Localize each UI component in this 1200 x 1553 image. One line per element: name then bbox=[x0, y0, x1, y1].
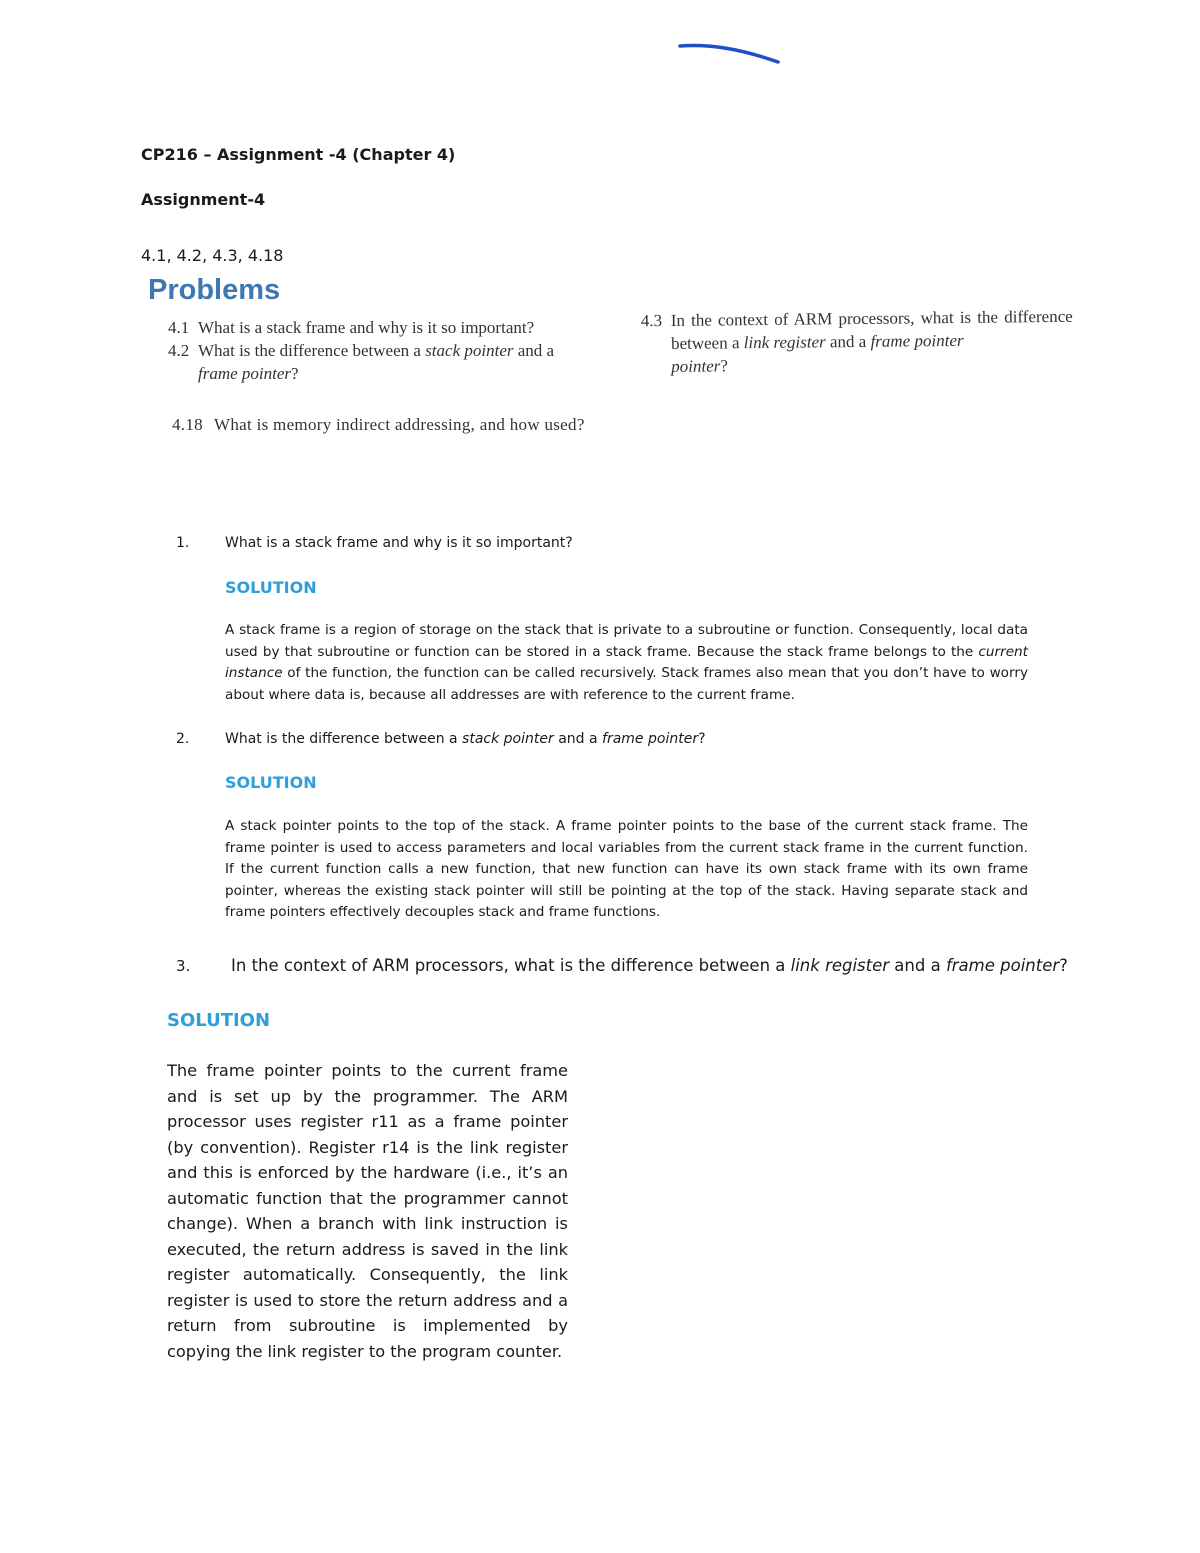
item-3-answer: The frame pointer points to the current frame and is set up by the programmer. The ARM processor uses register r11 as a frame pointer (by convention). Register r14 is the link register and this is enforced by the hardware (i.e., it’s an automatic function that the programmer cannot change). When a branch with link instruction is executed, the return address is saved in the link register automatically. Consequently, the link register is used to store the return address and a return from subroutine is implemented by copying the link register to the program counter. bbox=[167, 1061, 568, 1361]
item-3-question: In the context of ARM processors, what is the difference between a link register and a frame pointer? bbox=[231, 956, 1068, 975]
problem-text: In the context of ARM processors, what is the difference between a link register and a frame pointer pointer? bbox=[670, 306, 1073, 376]
problem-text: What is the difference between a stack pointer and a frame pointer? bbox=[198, 341, 555, 383]
problems-left-column bbox=[168, 316, 608, 385]
problem-number: 4.1 bbox=[168, 318, 190, 337]
item-3-solution-label: SOLUTION bbox=[167, 1010, 271, 1031]
problem-4-1 bbox=[168, 316, 608, 339]
problem-4-3 bbox=[641, 305, 1074, 379]
item-1-number: 1. bbox=[176, 535, 190, 551]
problem-4-18 bbox=[172, 413, 604, 436]
problems-heading: Problems bbox=[148, 274, 281, 306]
item-2-number: 2. bbox=[176, 731, 190, 747]
item-2-answer: A stack pointer points to the top of the stack. A frame pointer points to the base of the current stack frame. The frame pointer is used to access parameters and local variables from the current stack frame in the current function. If the current function calls a new function, that new function can have its own stack frame with its own frame pointer, whereas the existing stack pointer will still be pointing at the top of the stack. Having separate stack and frame pointers effectively decouples stack and frame functions. bbox=[225, 818, 1028, 921]
assignment-label: Assignment-4 bbox=[141, 190, 266, 209]
item-3-number: 3. bbox=[176, 957, 191, 975]
problem-text: What is memory indirect addressing, and how used? bbox=[214, 415, 585, 434]
problem-4-2 bbox=[168, 339, 608, 385]
item-1-solution-label: SOLUTION bbox=[225, 578, 317, 597]
item-1-answer: A stack frame is a region of storage on the stack that is private to a subroutine or function. Consequently, local data used by that subroutine or function can be stored in a stack frame. Because the stack frame belongs to the current instance of the function, the function can be called recursively. Stack frames also mean that you don’t have to worry about where data is, because all addresses are with reference to the current frame. bbox=[225, 622, 1028, 703]
problem-number: 4.3 bbox=[640, 311, 663, 331]
problem-number: 4.2 bbox=[168, 341, 190, 360]
item-2-solution-label: SOLUTION bbox=[225, 773, 317, 792]
item-2-question: What is the difference between a stack pointer and a frame pointer? bbox=[225, 731, 706, 747]
problem-number: 4.18 bbox=[172, 415, 203, 434]
problem-text: What is a stack frame and why is it so important? bbox=[198, 318, 535, 337]
pen-stroke-mark bbox=[678, 40, 782, 70]
course-title: CP216 – Assignment -4 (Chapter 4) bbox=[141, 145, 456, 164]
item-1-question: What is a stack frame and why is it so important? bbox=[225, 535, 573, 551]
problem-list: 4.1, 4.2, 4.3, 4.18 bbox=[141, 246, 284, 265]
